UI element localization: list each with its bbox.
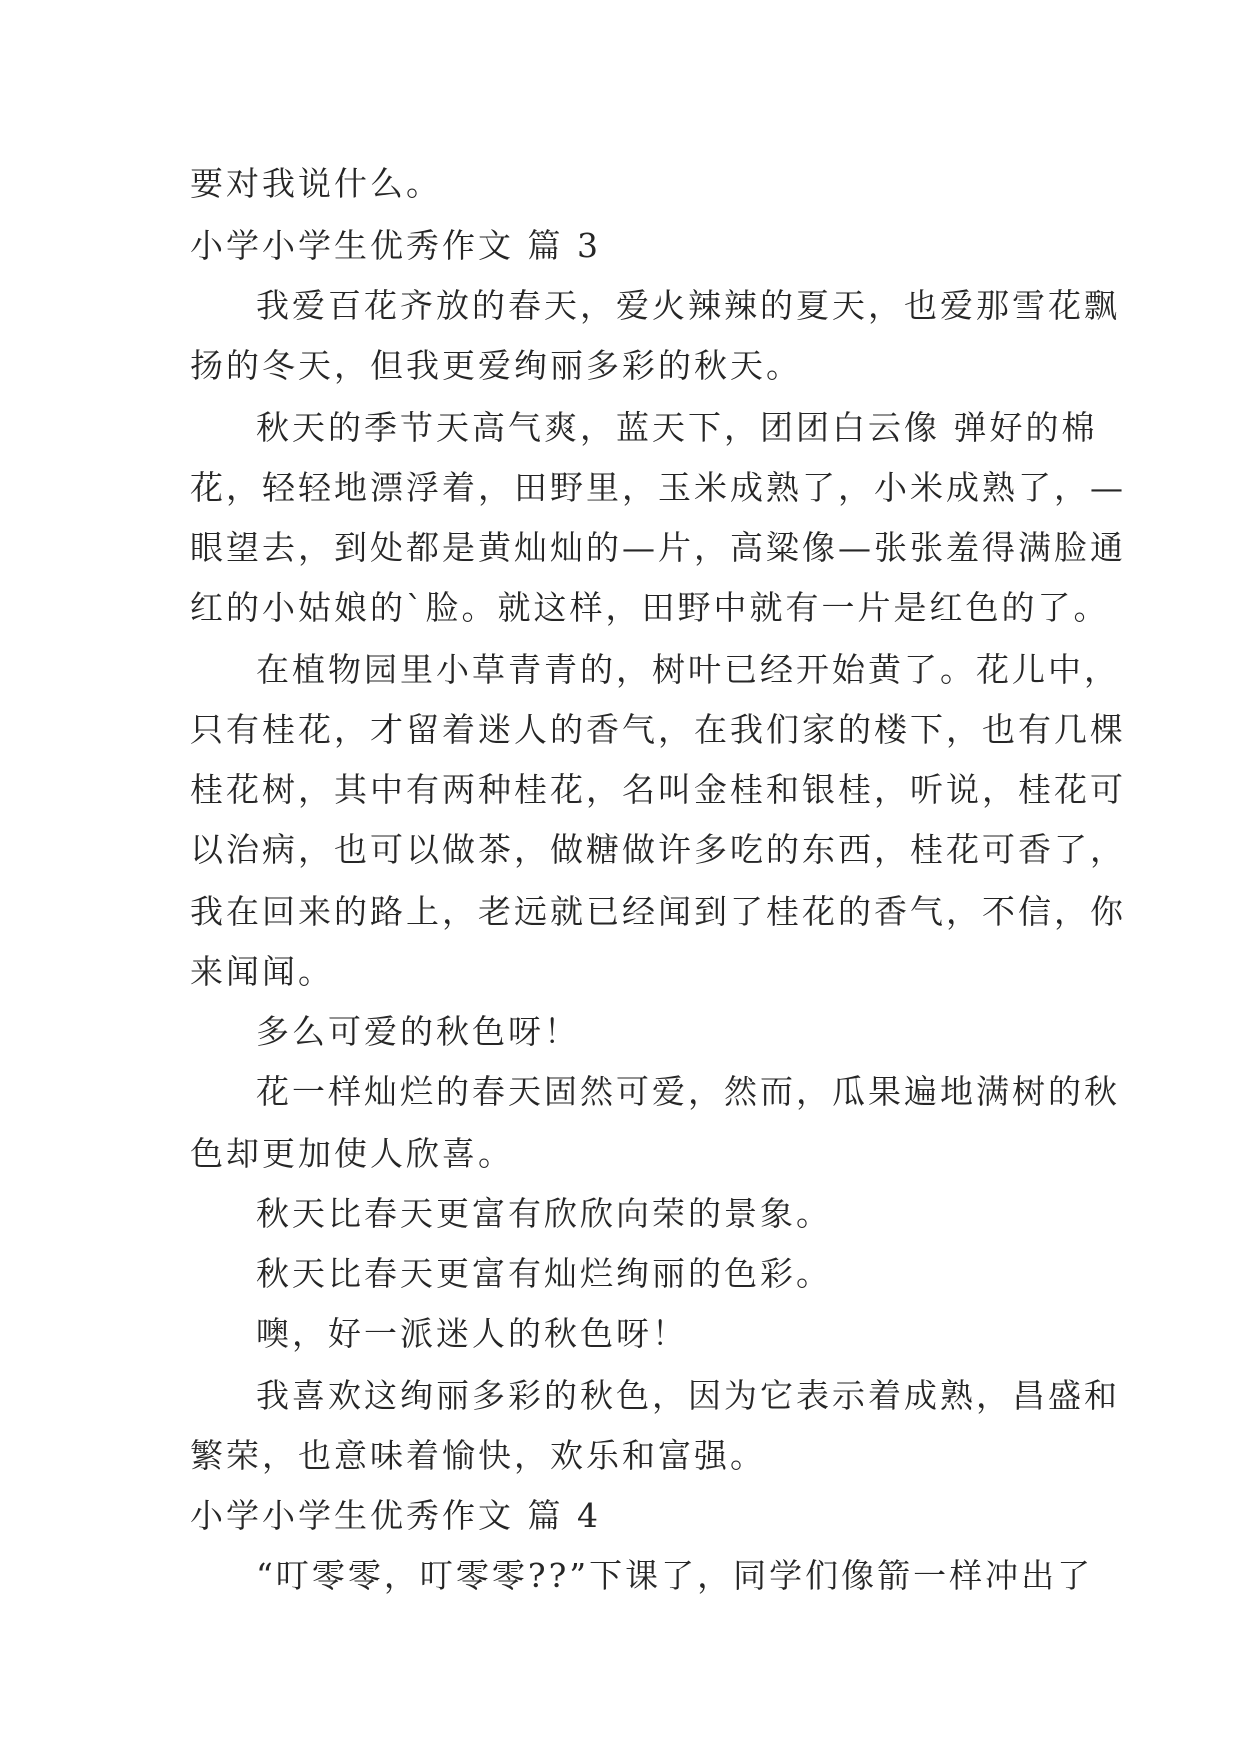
paragraph-line: 扬的冬天，但我更爱绚丽多彩的秋天。: [190, 346, 802, 385]
paragraph-line: 我在回来的路上，老远就已经闻到了桂花的香气，不信，你: [190, 892, 1126, 931]
section-heading: 小学小学生优秀作文 篇 3: [190, 226, 601, 265]
paragraph-line: 秋天的季节天高气爽，蓝天下，团团白云像 弹好的棉: [256, 408, 1098, 447]
paragraph-line: 秋天比春天更富有欣欣向荣的景象。: [256, 1194, 832, 1233]
paragraph-line: 在植物园里小草青青的，树叶已经开始黄了。花儿中，: [256, 650, 1120, 689]
paragraph-line: 红的小姑娘的`脸。就这样，田野中就有一片是红色的了。: [190, 588, 1110, 627]
paragraph-line: 只有桂花，才留着迷人的香气，在我们家的楼下，也有几棵: [190, 710, 1126, 749]
paragraph-line: 桂花树，其中有两种桂花，名叫金桂和银桂，听说，桂花可: [190, 770, 1126, 809]
paragraph-line: 噢，好一派迷人的秋色呀！: [256, 1314, 688, 1353]
paragraph-line: 繁荣，也意味着愉快，欢乐和富强。: [190, 1436, 766, 1475]
paragraph-line: 多么可爱的秋色呀！: [256, 1012, 580, 1051]
paragraph-line: 眼望去，到处都是黄灿灿的—片，高粱像—张张羞得满脸通: [190, 528, 1126, 567]
paragraph-line: 花一样灿烂的春天固然可爱，然而，瓜果遍地满树的秋: [256, 1072, 1120, 1111]
paragraph-line: 色却更加使人欣喜。: [190, 1134, 514, 1173]
paragraph-line: 来闻闻。: [190, 952, 334, 991]
paragraph-line: “叮零零，叮零零??”下课了，同学们像箭一样冲出了: [256, 1556, 1094, 1595]
paragraph-line: 以治病，也可以做茶，做糖做许多吃的东西，桂花可香了，: [190, 830, 1126, 869]
paragraph-line: 我爱百花齐放的春天，爱火辣辣的夏天，也爱那雪花飘: [256, 286, 1120, 325]
paragraph-line: 秋天比春天更富有灿烂绚丽的色彩。: [256, 1254, 832, 1293]
paragraph-line: 我喜欢这绚丽多彩的秋色，因为它表示着成熟，昌盛和: [256, 1376, 1120, 1415]
paragraph-line: 花，轻轻地漂浮着，田野里，玉米成熟了，小米成熟了，—: [190, 468, 1126, 507]
section-heading: 小学小学生优秀作文 篇 4: [190, 1496, 601, 1535]
text-line: 要对我说什么。: [190, 164, 442, 203]
